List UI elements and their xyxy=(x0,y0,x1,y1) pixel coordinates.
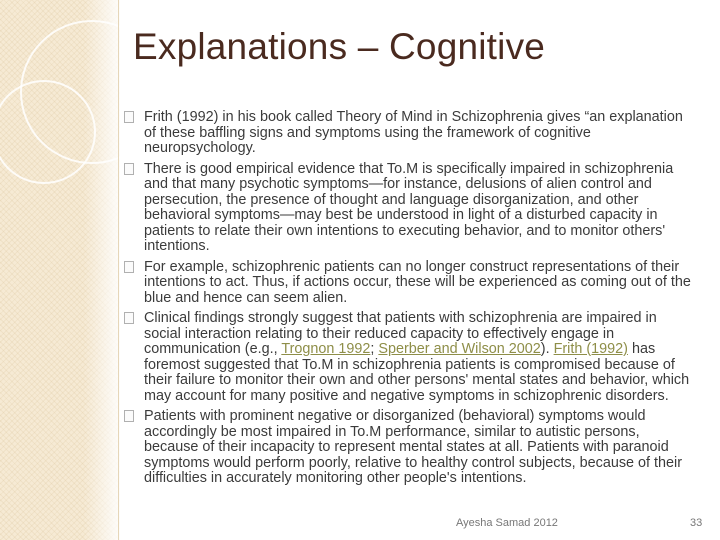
slide-title: Explanations – Cognitive xyxy=(133,26,546,67)
page-number: 33 xyxy=(690,517,703,529)
bullet-item xyxy=(124,260,696,307)
bullet-text-mid: ). xyxy=(540,341,554,357)
bullet-text-after: has foremost suggested that To.M in schizophrenia patients is compromised because of their failure to monitor their own and other persons' mental states and behavior, which may account for many positive and negative symptoms in schizophrenic disorders. xyxy=(144,341,690,404)
bullet-separator: ; xyxy=(370,341,379,357)
bullet-text: There is good empirical evidence that To.M is specifically impaired in schizophrenia and that many psychotic symptoms—for instance, delusions of alien control and persecution, the presence of thought and language disorganization, and other behavioral symptoms—may best be understood in light of a disturbed capacity in patients to relate their own intentions to executing behavior, and to monitor others' intentions. xyxy=(144,160,674,254)
bullet-icon xyxy=(124,163,134,175)
bullet-text: Patients with prominent negative or disorganized (behavioral) symptoms would accordingly be most impaired in To.M performance, similar to autistic persons, because of their incapacity to represent mental states at all. Patients with paranoid symptoms would perform poorly, relative to healthy control subjects, because of their difficulties in accurately monitoring other people's intentions. xyxy=(144,408,683,486)
bullet-item xyxy=(124,409,696,487)
citation-link-frith[interactable]: Frith (1992) xyxy=(553,341,628,357)
bullet-icon xyxy=(124,410,134,422)
decorative-fade xyxy=(0,0,120,540)
bullet-icon xyxy=(124,312,134,324)
slide-body xyxy=(124,110,696,492)
bullet-item xyxy=(124,162,696,255)
bullet-text-before: Clinical findings strongly suggest that patients with schizophrenia are impaired in social interaction relating to their reduced capacity to effectively engage in communication (e.g., xyxy=(144,310,657,357)
divider xyxy=(118,0,119,540)
bullet-icon xyxy=(124,261,134,273)
citation-link-trognon[interactable]: Trognon 1992 xyxy=(281,341,371,357)
bullet-icon xyxy=(124,111,134,123)
citation-link-sperber-wilson[interactable]: Sperber and Wilson 2002 xyxy=(378,341,541,357)
bullet-text: Frith (1992) in his book called Theory of Mind in Schizophrenia gives “an explanation of these baffling signs and symptoms using the framework of cognitive neuropsychology. xyxy=(144,109,683,156)
bullet-text: For example, schizophrenic patients can no longer construct representations of their intentions to act. Thus, if actions occur, these will be experienced as coming out of the blue and hence can seem alien. xyxy=(144,258,691,306)
bullet-item xyxy=(124,110,696,157)
footer-author: Ayesha Samad 2012 xyxy=(456,517,558,529)
bullet-item xyxy=(124,311,696,404)
